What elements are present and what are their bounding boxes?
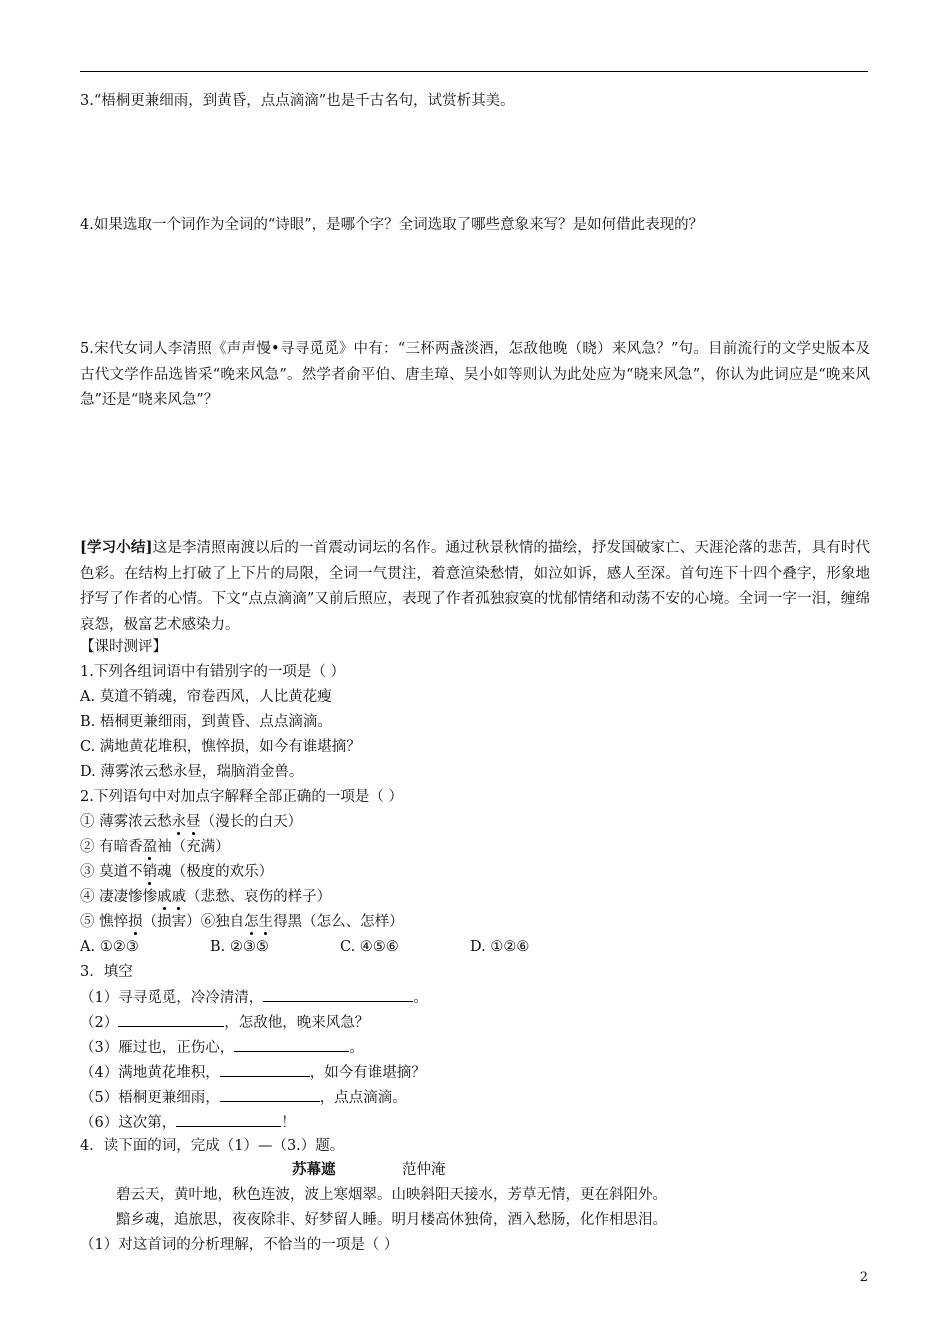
- mc2-options: [80, 936, 600, 958]
- mc2-option-c: C. ④⑤⑥: [340, 939, 399, 955]
- header-rule: [80, 71, 868, 72]
- mc2-item-5-6: ⑤ 憔悴损（损害）⑥独自怎生得黑（怎么、怎样）: [80, 914, 404, 930]
- subquestion-1: （1）对这首词的分析理解，不恰当的一项是（ ）: [80, 1237, 399, 1253]
- mc2-option-a: A. ①②③: [80, 939, 139, 955]
- poem-author: 范仲淹: [402, 1162, 446, 1178]
- fill-line-3: （3）雁过也，正伤心， 。: [80, 1036, 364, 1059]
- question-5: 5.宋代女词人李清照《声声慢•寻寻觅觅》中有：“三杯两盏淡酒，怎敌他晚（晓）来风急？”句。目前流行的文学史版本及古代文学作品选皆采“晚来风急”。然学者俞平伯、唐圭璋、吴小如等则认为此处应为“晓来风急”，你认为此词应是“晚来风急”还是“晓来风急”？: [80, 341, 870, 408]
- summary-heading: [学习小结]: [80, 539, 153, 556]
- mc2-option-b: B. ②③⑤: [210, 939, 269, 955]
- fill-blank-5[interactable]: [220, 1086, 320, 1102]
- question-3: 3.“梧桐更兼细雨，到黄昏，点点滴滴”也是千古名句，试赏析其美。: [80, 93, 515, 109]
- summary-text: 这是李清照南渡以后的一首震动词坛的名作。通过秋景秋情的描绘，抒发国破家亡、天涯沦落的悲苦，具有时代色彩。在结构上打破了上下片的局限，全词一气贯注，着意渲染愁情，如泣如诉，感人至深。首句连下十四个叠字，形象地抒写了作者的心情。下文“点点滴滴”又前后照应，表现了作者孤独寂寞的忧郁情绪和动荡不安的心境。全词一字一泪，缠绵哀怨，极富艺术感染力。: [80, 540, 870, 633]
- poem-line-1: 碧云天，黄叶地，秋色连波，波上寒烟翠。山映斜阳天接水，芳草无情，更在斜阳外。: [116, 1187, 667, 1203]
- mc1-option-c: C. 满地黄花堆积，憔悴损，如今有谁堪摘？: [80, 739, 361, 755]
- page-number: 2: [859, 1270, 868, 1285]
- fill-stem: 3．填空: [80, 964, 133, 980]
- poem-title: 苏幕遮: [292, 1161, 336, 1178]
- mc2-item-2: ② 有暗香盈袖（充满）: [80, 839, 230, 855]
- mc2-item-1: ① 薄雾浓云愁永昼（漫长的白天）: [80, 814, 303, 830]
- mc1-option-d: D. 薄雾浓云愁永昼，瑞脑消金兽。: [80, 764, 304, 780]
- fill-line-5: （5）梧桐更兼细雨， ，点点滴滴。: [80, 1086, 407, 1109]
- fill-blank-3[interactable]: [234, 1036, 349, 1052]
- mc2-item-3: ③ 莫道不销魂（极度的欢乐）: [80, 864, 274, 880]
- test-heading: 【课时测评】: [80, 639, 167, 655]
- fill-blank-4[interactable]: [220, 1061, 310, 1077]
- fill-line-2: （2） ，怎敌他，晚来风急？: [80, 1011, 369, 1034]
- fill-blank-1[interactable]: [263, 986, 413, 1002]
- fill-blank-2[interactable]: [118, 1011, 224, 1027]
- question-4: 4.如果选取一个词作为全词的“诗眼”，是哪个字？全词选取了哪些意象来写？是如何借此表现的？: [80, 217, 704, 233]
- study-summary: [80, 535, 870, 638]
- mc2-item-4: ④ 凄凄惨惨戚戚（悲愁、哀伤的样子）: [80, 889, 332, 905]
- poem-line-2: 黯乡魂，追旅思，夜夜除非、好梦留人睡。明月楼高休独倚，酒入愁肠，化作相思泪。: [116, 1212, 667, 1228]
- reading-stem: 4．读下面的词，完成（1）—（3.）题。: [80, 1138, 345, 1154]
- mc1-option-b: B. 梧桐更兼细雨，到黄昏、点点滴滴。: [80, 714, 332, 730]
- fill-line-4: （4）满地黄花堆积， ，如今有谁堪摘？: [80, 1061, 426, 1084]
- mc1-stem: 1.下列各组词语中有错别字的一项是（ ）: [80, 664, 345, 680]
- mc2-stem: 2.下列语句中对加点字解释全部正确的一项是（ ）: [80, 789, 403, 805]
- fill-line-6: （6）这次第， ！: [80, 1111, 296, 1134]
- fill-blank-6[interactable]: [176, 1111, 281, 1127]
- fill-line-1: （1）寻寻觅觅，冷冷清清， 。: [80, 986, 428, 1009]
- mc1-option-a: A. 莫道不销魂，帘卷西风，人比黄花瘦: [80, 689, 332, 705]
- mc2-option-d: D. ①②⑥: [470, 939, 530, 955]
